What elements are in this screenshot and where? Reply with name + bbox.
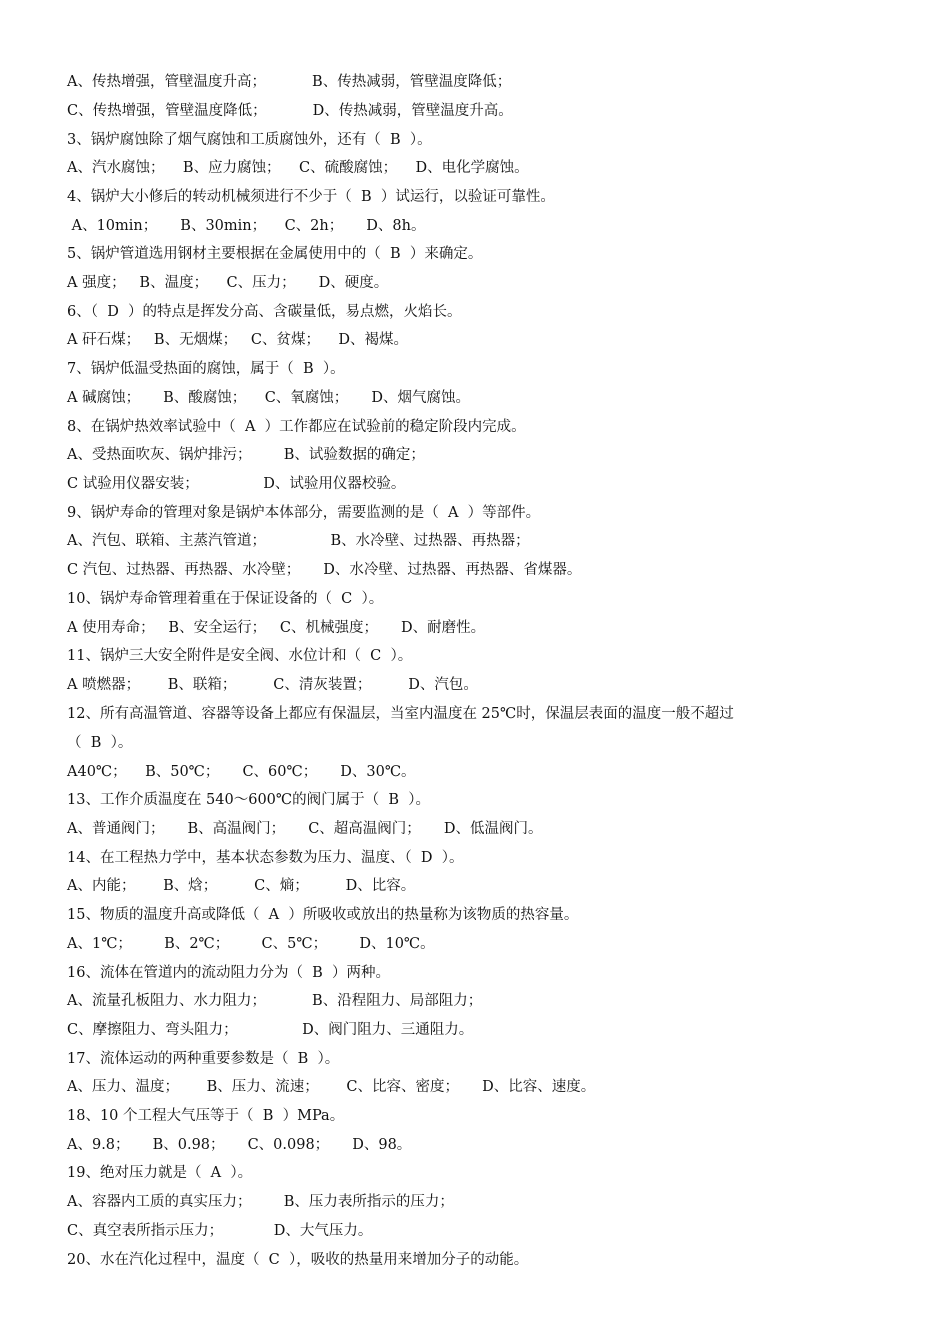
options-line: A 强度； B、温度； C、压力； D、硬度。 [67,275,389,291]
options-line: A、内能； B、焓； C、熵； D、比容。 [67,878,416,894]
question-line-continued: （ B ）。 [67,735,133,751]
options-line: A、10min； B、30min； C、2h； D、8h。 [67,218,426,234]
options-line: A、1℃； B、2℃； C、5℃； D、10℃。 [67,936,435,952]
question-line: 7、锅炉低温受热面的腐蚀，属于（ B ）。 [67,361,345,377]
options-line: A 矸石煤； B、无烟煤； C、贫煤； D、褐煤。 [67,332,409,348]
question-line: 13、工作介质温度在 540～600℃的阀门属于（ B ）。 [67,792,430,808]
options-line: A、容器内工质的真实压力； B、压力表所指示的压力； [67,1194,454,1210]
options-line: A、受热面吹灰、锅炉排污； B、试验数据的确定； [67,447,425,463]
question-line: 18、10 个工程大气压等于（ B ）MPa。 [67,1108,345,1124]
question-line: 16、流体在管道内的流动阻力分为（ B ）两种。 [67,965,391,981]
text-line: C、传热增强，管壁温度降低； D、传热减弱，管壁温度升高。 [67,103,513,119]
question-line: 3、锅炉腐蚀除了烟气腐蚀和工质腐蚀外，还有（ B ）。 [67,132,432,148]
options-line: C 汽包、过热器、再热器、水冷壁； D、水冷壁、过热器、再热器、省煤器。 [67,562,582,578]
question-line: 20、水在汽化过程中，温度（ C ），吸收的热量用来增加分子的动能。 [67,1252,529,1268]
options-line: A、普通阀门； B、高温阀门； C、超高温阀门； D、低温阀门。 [67,821,543,837]
question-line: 19、绝对压力就是（ A ）。 [67,1165,253,1181]
options-line: A 碱腐蚀； B、酸腐蚀； C、氧腐蚀； D、烟气腐蚀。 [67,390,470,406]
options-line: A、流量孔板阻力、水力阻力； B、沿程阻力、局部阻力； [67,993,483,1009]
options-line: C 试验用仪器安装； D、试验用仪器校验。 [67,476,406,492]
question-line: 6、（ D ）的特点是挥发分高、含碳量低，易点燃，火焰长。 [67,304,462,320]
options-line: C、真空表所指示压力； D、大气压力。 [67,1223,373,1239]
options-line: A、汽包、联箱、主蒸汽管道； B、水冷壁、过热器、再热器； [67,533,530,549]
question-line: 14、在工程热力学中，基本状态参数为压力、温度、（ D ）。 [67,850,464,866]
question-line: 5、锅炉管道选用钢材主要根据在金属使用中的（ B ）来确定。 [67,246,483,262]
options-line: A 使用寿命； B、安全运行； C、机械强度； D、耐磨性。 [67,620,486,636]
question-line: 15、物质的温度升高或降低（ A ）所吸收或放出的热量称为该物质的热容量。 [67,907,579,923]
text-line: A、传热增强，管壁温度升高； B、传热减弱，管壁温度降低； [67,74,512,90]
options-line: A、压力、温度； B、压力、流速； C、比容、密度； D、比容、速度。 [67,1079,596,1095]
options-line: A、9.8； B、0.98； C、0.098； D、98。 [67,1137,412,1153]
question-line: 17、流体运动的两种重要参数是（ B ）。 [67,1051,340,1067]
question-line: 9、锅炉寿命的管理对象是锅炉本体部分，需要监测的是（ A ）等部件。 [67,505,541,521]
options-line: C、摩擦阻力、弯头阻力； D、阀门阻力、三通阻力。 [67,1022,474,1038]
question-line: 8、在锅炉热效率试验中（ A ）工作都应在试验前的稳定阶段内完成。 [67,419,526,435]
question-line: 10、锅炉寿命管理着重在于保证设备的（ C ）。 [67,591,384,607]
question-line: 12、所有高温管道、容器等设备上都应有保温层，当室内温度在 25℃时，保温层表面的温度一般不超过 [67,706,734,722]
question-line: 11、锅炉三大安全附件是安全阀、水位计和（ C ）。 [67,648,413,664]
options-line: A、汽水腐蚀； B、应力腐蚀； C、硫酸腐蚀； D、电化学腐蚀。 [67,160,529,176]
options-line: A 喷燃器； B、联箱； C、清灰装置； D、汽包。 [67,677,478,693]
question-line: 4、锅炉大小修后的转动机械须进行不少于（ B ）试运行，以验证可靠性。 [67,189,555,205]
options-line: A40℃； B、50℃； C、60℃； D、30℃。 [67,764,416,780]
